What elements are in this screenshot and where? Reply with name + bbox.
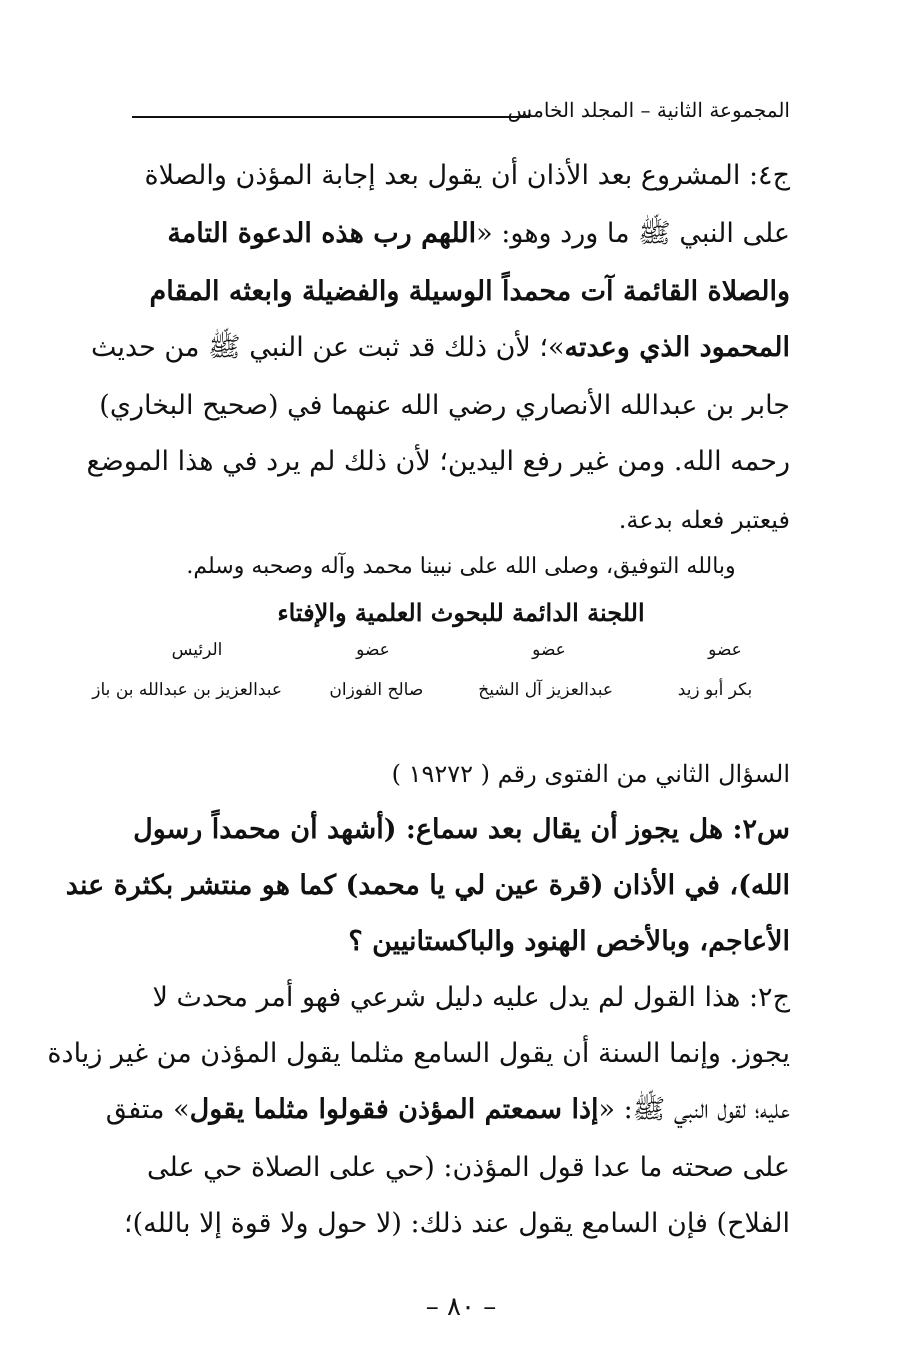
answer2-line-5: الفلاح) فإن السامع يقول عند ذلك: (لا حول ولا قوة إلا بالله)؛ — [124, 1208, 790, 1239]
signatory-names — [92, 680, 790, 700]
signatory-role: عضو — [708, 640, 742, 660]
answer2-line-2: يجوز. وإنما السنة أن يقول السامع مثلما يقول المؤذن من غير زيادة — [47, 1038, 790, 1069]
running-header — [132, 96, 790, 136]
signatory-name: عبدالعزيز بن عبدالله بن باز — [92, 680, 283, 700]
signatory-name: صالح الفوزان — [329, 680, 424, 700]
question2-line-3: الأعاجم، وبالأخص الهنود والباكستانيين ؟ — [348, 926, 790, 957]
running-title: المجموعة الثانية – المجلد الخامس — [507, 98, 790, 122]
answer2-line-4: على صحته ما عدا قول المؤذن: (حي على الصلاة حي على — [147, 1152, 790, 1183]
committee-title: اللجنة الدائمة للبحوث العلمية والإفتاء — [277, 598, 645, 627]
page-number: – ٨٠ – — [425, 1292, 497, 1322]
answer4-line-3: والصلاة القائمة آت محمداً الوسيلة والفضيلة وابعثه المقام — [149, 276, 790, 307]
answer4-line-7: فيعتبر فعله بدعة. — [618, 506, 790, 534]
signatory-role: عضو — [356, 640, 390, 660]
answer4-line-1: ج٤: المشروع بعد الأذان أن يقول بعد إجابة المؤذن والصلاة — [144, 160, 790, 191]
answer2-line-1: ج٢: هذا القول لم يدل عليه دليل شرعي فهو أمر محدث لا — [152, 982, 790, 1013]
signatory-name: عبدالعزيز آل الشيخ — [478, 680, 614, 700]
answer4-line-4 — [90, 330, 790, 366]
signatory-role: الرئيس — [171, 640, 223, 660]
answer4-line-2 — [132, 216, 790, 252]
answer4-line-2-text: على النبي ﷺ ما ورد وهو: « — [476, 218, 790, 249]
answer4-line-4-text: »؛ لأن ذلك قد ثبت عن النبي ﷺ من حديث — [90, 332, 565, 363]
question2-line-1: س٢: هل يجوز أن يقال بعد سماع: (أشهد أن محمداً رسول — [133, 814, 790, 845]
answer2-line-3 — [105, 1092, 790, 1128]
answer2-line-3-text-end: » متفق — [105, 1094, 190, 1125]
closing-line: وبالله التوفيق، وصلى الله على نبينا محمد وآله وصحبه وسلم. — [186, 554, 736, 579]
signatory-roles — [132, 640, 790, 660]
answer4-line-2-bold: اللهم رب هذه الدعوة التامة — [167, 218, 477, 249]
answer4-line-4-bold: المحمود الذي وعدته — [564, 332, 790, 363]
answer4-line-5: جابر بن عبدالله الأنصاري رضي الله عنهما في (صحيح البخاري) — [99, 390, 790, 421]
answer4-line-6: رحمه الله. ومن غير رفع اليدين؛ لأن ذلك لم يرد في هذا الموضع — [86, 446, 790, 477]
fatwa-heading: السؤال الثاني من الفتوى رقم ( ١٩٢٧٢ ) — [391, 760, 790, 788]
signatory-role: عضو — [532, 640, 566, 660]
answer2-line-3-bold: إذا سمعتم المؤذن فقولوا مثلما يقول — [189, 1094, 599, 1125]
question2-line-2: الله)، في الأذان (قرة عين لي يا محمد) كما هو منتشر بكثرة عند — [65, 870, 790, 901]
signatory-name: بكر أبو زيد — [677, 680, 753, 700]
header-rule — [132, 116, 530, 118]
answer2-line-3-text: عليه؛ لقول النبي ﷺ: « — [598, 1094, 790, 1125]
